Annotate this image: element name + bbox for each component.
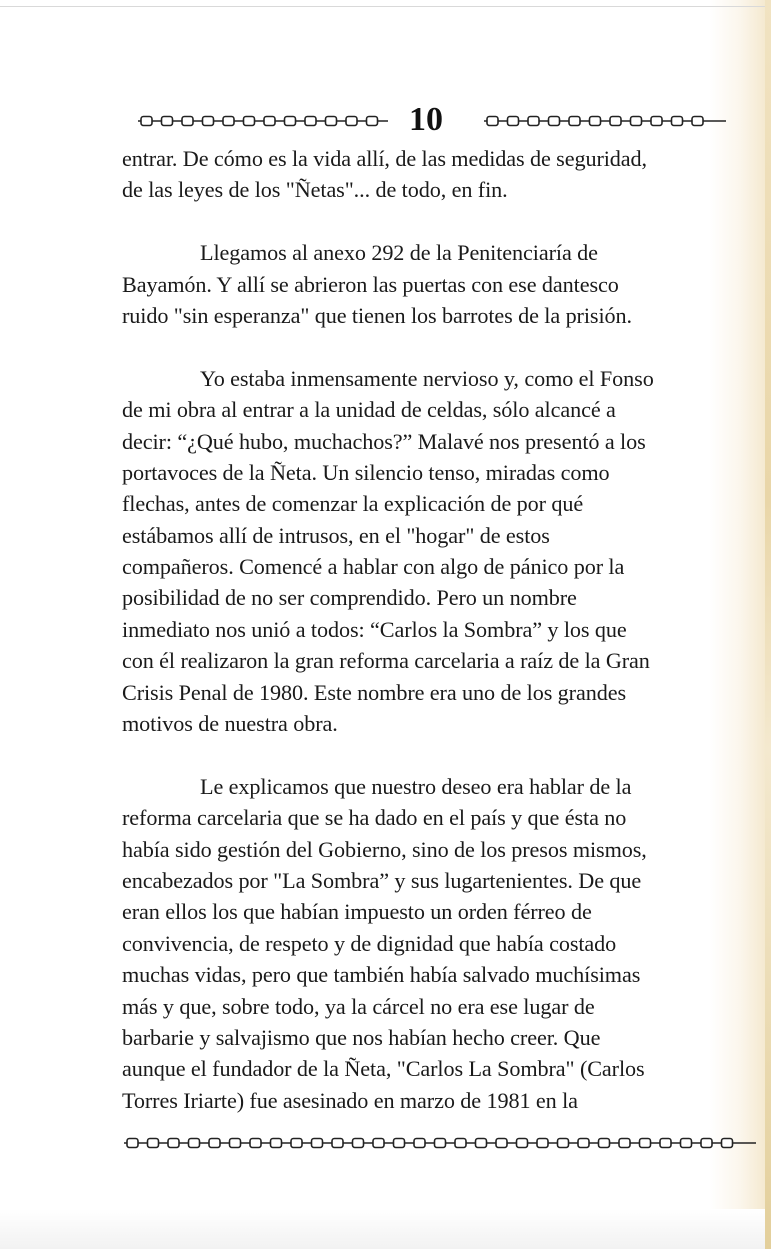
text-line: Torres Iriarte) fue asesinado en marzo de 1981 en la: [122, 1087, 578, 1113]
page-number: 10: [409, 101, 443, 138]
text-line: de las leyes de los "Ñetas"... de todo, en fin.: [122, 177, 508, 203]
text-line: convivencia, de respeto y de dignidad que había costado: [122, 930, 617, 956]
footer-chain-ornament: [124, 1136, 756, 1150]
paragraph: [122, 143, 732, 206]
top-edge-line: [0, 6, 771, 7]
paragraph: [122, 771, 732, 1116]
text-line: compañeros. Comencé a hablar con algo de pánico por la: [122, 554, 625, 580]
text-line: barbarie y salvajismo que nos habían hecho creer. Que: [122, 1024, 601, 1050]
text-line: flechas, antes de comenzar la explicación de por qué: [122, 491, 584, 517]
text-line: ruido "sin esperanza" que tienen los barrotes de la prisión.: [122, 302, 632, 328]
body-text: [122, 143, 732, 1116]
text-line: Llegamos al anexo 292 de la Penitenciaría de: [200, 240, 598, 266]
text-line: eran ellos los que habían impuesto un orden férreo de: [122, 899, 592, 925]
header-chain-ornament-left: [138, 114, 388, 128]
text-line: muchas vidas, pero que también había salvado muchísimas: [122, 962, 641, 988]
text-line: más y que, sobre todo, ya la cárcel no era ese lugar de: [122, 993, 595, 1019]
text-line: decir: “¿Qué hubo, muchachos?” Malavé nos presentó a los: [122, 428, 646, 454]
text-line: Yo estaba inmensamente nervioso y, como el Fonso: [200, 365, 654, 391]
text-line: aunque el fundador de la Ñeta, "Carlos La Sombra" (Carlos: [122, 1056, 645, 1082]
text-line: había sido gestión del Gobierno, sino de los presos mismos,: [122, 836, 647, 862]
text-line: Le explicamos que nuestro deseo era hablar de la: [200, 773, 632, 799]
paragraph: [122, 363, 732, 740]
text-line: portavoces de la Ñeta. Un silencio tenso, miradas como: [122, 459, 610, 485]
paragraph: [122, 237, 732, 331]
text-line: motivos de nuestra obra.: [122, 711, 338, 737]
text-line: reforma carcelaria que se ha dado en el país y que ésta no: [122, 805, 627, 831]
text-line: entrar. De cómo es la vida allí, de las medidas de seguridad,: [122, 146, 647, 171]
text-line: posibilidad de no ser comprendido. Pero un nombre: [122, 585, 577, 611]
page-bottom-shadow: [0, 1209, 771, 1249]
text-line: Crisis Penal de 1980. Este nombre era uno de los grandes: [122, 679, 626, 705]
header-chain-ornament-right: [484, 114, 726, 128]
text-line: de mi obra al entrar a la unidad de celdas, sólo alcancé a: [122, 397, 616, 423]
page-right-edge: [765, 0, 771, 1249]
text-line: estábamos allí de intrusos, en el "hogar" de estos: [122, 522, 550, 548]
text-line: inmediato nos unió a todos: “Carlos la Sombra” y los que: [122, 616, 627, 642]
text-line: Bayamón. Y allí se abrieron las puertas con ese dantesco: [122, 271, 619, 297]
text-line: encabezados por "La Sombra” y sus lugartenientes. De que: [122, 867, 642, 893]
text-line: con él realizaron la gran reforma carcelaria a raíz de la Gran: [122, 648, 650, 674]
